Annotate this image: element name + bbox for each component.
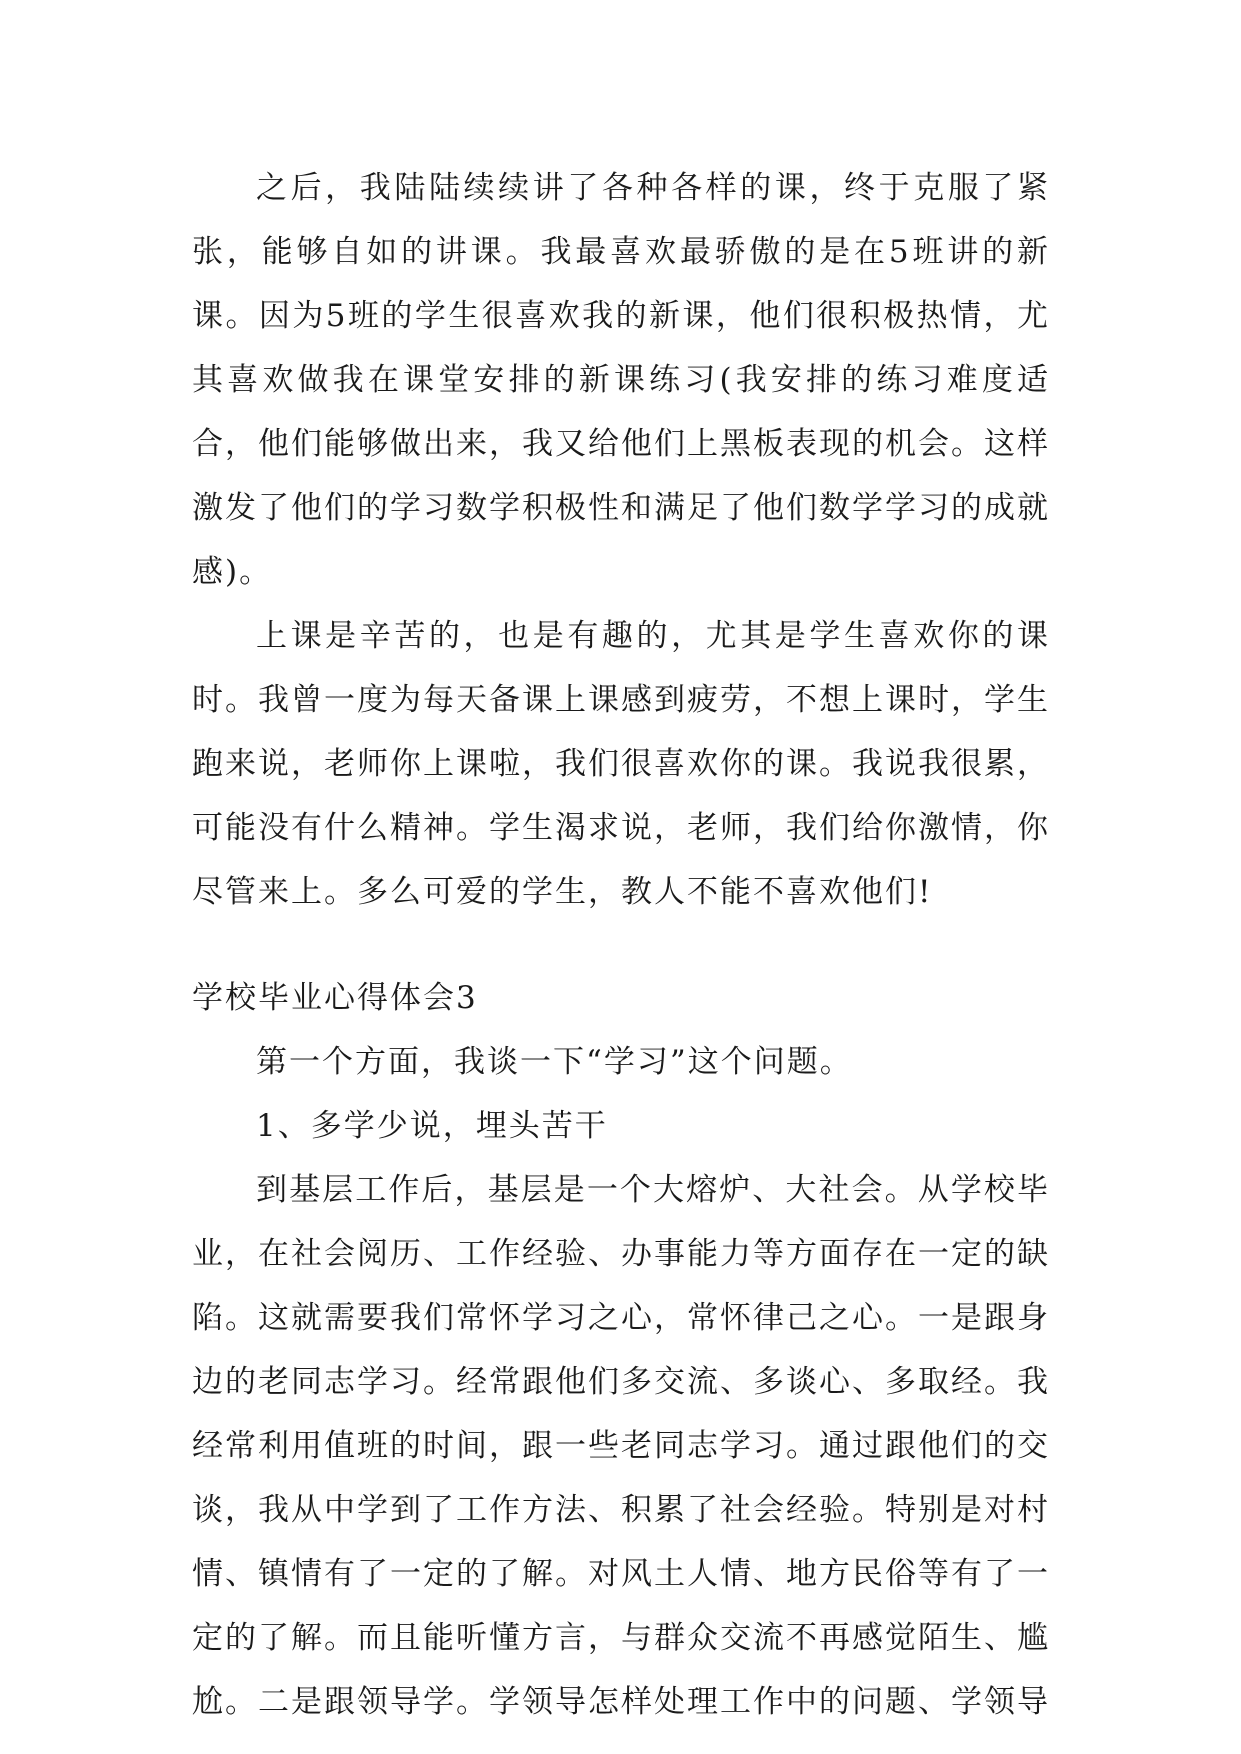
document-content	[192, 156, 1050, 1734]
paragraph-students-enthusiasm: 上课是辛苦的，也是有趣的，尤其是学生喜欢你的课时。我曾一度为每天备课上课感到疲劳，不想上课时，学生跑来说，老师你上课啦，我们很喜欢你的课。我说我很累，可能没有什么精神。学生渴求说，老师，我们给你激情，你尽管来上。多么可爱的学生，教人不能不喜欢他们!	[192, 618, 1050, 910]
subheading: 1、多学少说，埋头苦干	[256, 1108, 608, 1144]
paragraph-teaching-experience: 之后，我陆陆续续讲了各种各样的课，终于克服了紧张，能够自如的讲课。我最喜欢最骄傲的是在5班讲的新课。因为5班的学生很喜欢我的新课，他们很积极热情，尤其喜欢做我在课堂安排的新课练习(我安排的练习难度适合，他们能够做出来，我又给他们上黑板表现的机会。这样激发了他们的学习数学积极性和满足了他们数学学习的成就感)。	[192, 170, 1050, 590]
section-title: 学校毕业心得体会3	[192, 980, 478, 1016]
section-intro: 第一个方面，我谈一下“学习”这个问题。	[256, 1044, 853, 1080]
paragraph-body: 到基层工作后，基层是一个大熔炉、大社会。从学校毕业，在社会阅历、工作经验、办事能力等方面存在一定的缺陷。这就需要我们常怀学习之心，常怀律己之心。一是跟身边的老同志学习。经常跟他们多交流、多谈心、多取经。我经常利用值班的时间，跟一些老同志学习。通过跟他们的交谈，我从中学到了工作方法、积累了社会经验。特别是对村情、镇情有了一定的了解。对风土人情、地方民俗等有了一定的了解。而且能听懂方言，与群众交流不再感觉陌生、尴尬。二是跟领导学。学领导怎样处理工作中的问题、学领导	[192, 1172, 1050, 1720]
